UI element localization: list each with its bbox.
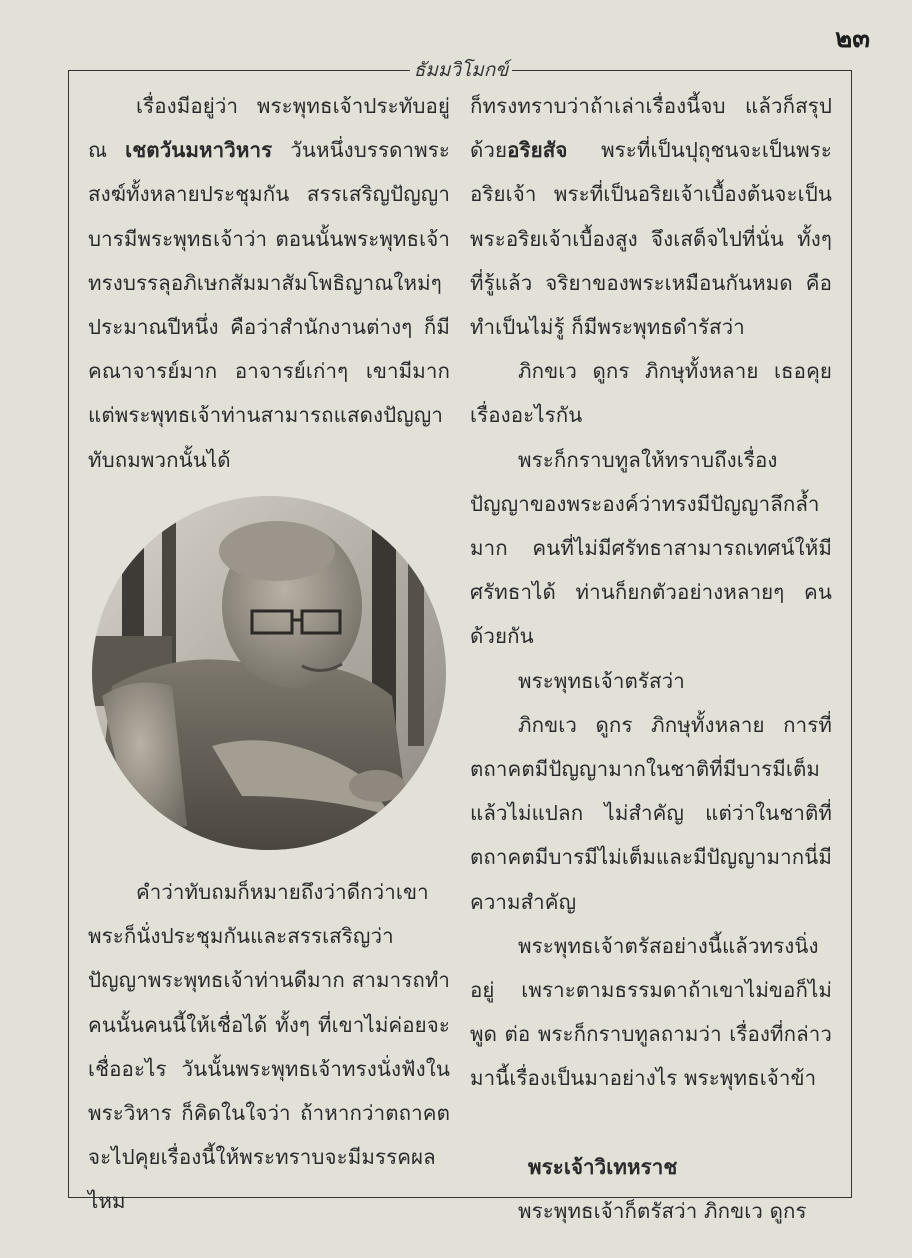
paragraph: พระพุทธเจ้าตรัสอย่างนี้แล้วทรงนิ่งอยู่ เพราะตามธรรมดาถ้าเขาไม่ขอก็ไม่พูด ต่อ พระก็กราบทูลถามว่า เรื่องที่กล่าวมานี้เรื่องเป็นมาอย่างไร พระพุทธเจ้าข้า xyxy=(470,933,832,1091)
left-column-bottom xyxy=(88,870,450,1224)
paragraph: ภิกขเว ดูกร ภิกษุทั้งหลาย เธอคุยเรื่องอะไรกัน xyxy=(470,359,832,428)
monk-photo xyxy=(92,496,446,850)
paragraph-text: วันหนึ่งบรรดาพระสงฆ์ทั้งหลายประชุมกัน สรรเสริญปัญญาบารมีพระพุทธเจ้าว่า ตอนนั้นพระพุทธเจ้าทรงบรรลุอภิเษกสัมมาสัมโพธิญาณใหม่ๆ ประมาณปีหนึ่ง คือว่าสำนักงานต่างๆ ก็มีคณาจารย์มาก อาจารย์เก่าๆ เขามีมาก แต่พระพุทธเจ้าท่านสามารถแสดงปัญญาทับถมพวกนั้นได้ xyxy=(88,138,450,472)
paragraph: พระพุทธเจ้าก็ตรัสว่า ภิกขเว ดูกร xyxy=(518,1199,807,1224)
monk-photo-image xyxy=(92,496,446,850)
paragraph: พระพุทธเจ้าตรัสว่า xyxy=(518,668,685,693)
running-header: ธัมมวิโมกข์ xyxy=(413,59,509,81)
right-column xyxy=(470,84,832,1233)
paragraph-text: เรื่องมีอยู่ว่า พระพุทธเจ้าประทับอยู่ ณ xyxy=(88,94,450,163)
section-heading: พระเจ้าวิเทหราช xyxy=(528,1154,678,1179)
paragraph: คำว่าทับถมก็หมายถึงว่าดีกว่าเขา พระก็นั่งประชุมกันและสรรเสริญว่าปัญญาพระพุทธเจ้าท่านดีมาก สามารถทำคนนั้นคนนี้ให้เชื่อได้ ทั้งๆ ที่เขาไม่ค่อยจะเชื่ออะไร วันนั้นพระพุทธเจ้าทรงนั่งฟังในพระวิหาร ก็คิดในใจว่า ถ้าหากว่าตถาคตจะไปคุยเรื่องนี้ให้พระทราบจะมีมรรคผลไหม xyxy=(88,880,450,1214)
left-column-top xyxy=(88,84,450,482)
paragraph-text: พระที่เป็นปุถุชนจะเป็นพระอริยเจ้า พระที่เป็นอริยเจ้าเบื้องต้นจะเป็นพระอริยเจ้าเบื้องสูง จึงเสด็จไปที่นั่น ทั้งๆ ที่รู้แล้ว จริยาของพระเหมือนกันหมด คือ ทำเป็นไม่รู้ ก็มีพระพุทธดำรัสว่า xyxy=(470,138,832,340)
key-term: อริยสัจ xyxy=(507,138,568,163)
paragraph-intro xyxy=(88,84,450,482)
page-number: ๒๓ xyxy=(835,24,870,54)
paragraph-text: ก็ทรงทราบว่าถ้าเล่าเรื่องนี้จบ แล้วก็สรุปด้วย xyxy=(470,94,832,163)
paragraph: พระก็กราบทูลให้ทราบถึงเรื่องปัญญาของพระองค์ว่าทรงมีปัญญาลึกล้ำมาก คนที่ไม่มีศรัทธาสามารถเทศน์ให้มีศรัทธาได้ ท่านก็ยกตัวอย่างหลายๆ คนด้วยกัน xyxy=(470,447,832,649)
place-name: เชตวันมหาวิหาร xyxy=(125,138,273,163)
section-spacer xyxy=(470,1101,832,1145)
paragraph xyxy=(470,84,832,349)
paragraph: ภิกขเว ดูกร ภิกษุทั้งหลาย การที่ตถาคตมีปัญญามากในชาติที่มีบารมีเต็มแล้วไม่แปลก ไม่สำคัญ แต่ว่าในชาติที่ตถาคตมีบารมีไม่เต็มและมีปัญญามากนี่มีความสำคัญ xyxy=(470,712,833,914)
